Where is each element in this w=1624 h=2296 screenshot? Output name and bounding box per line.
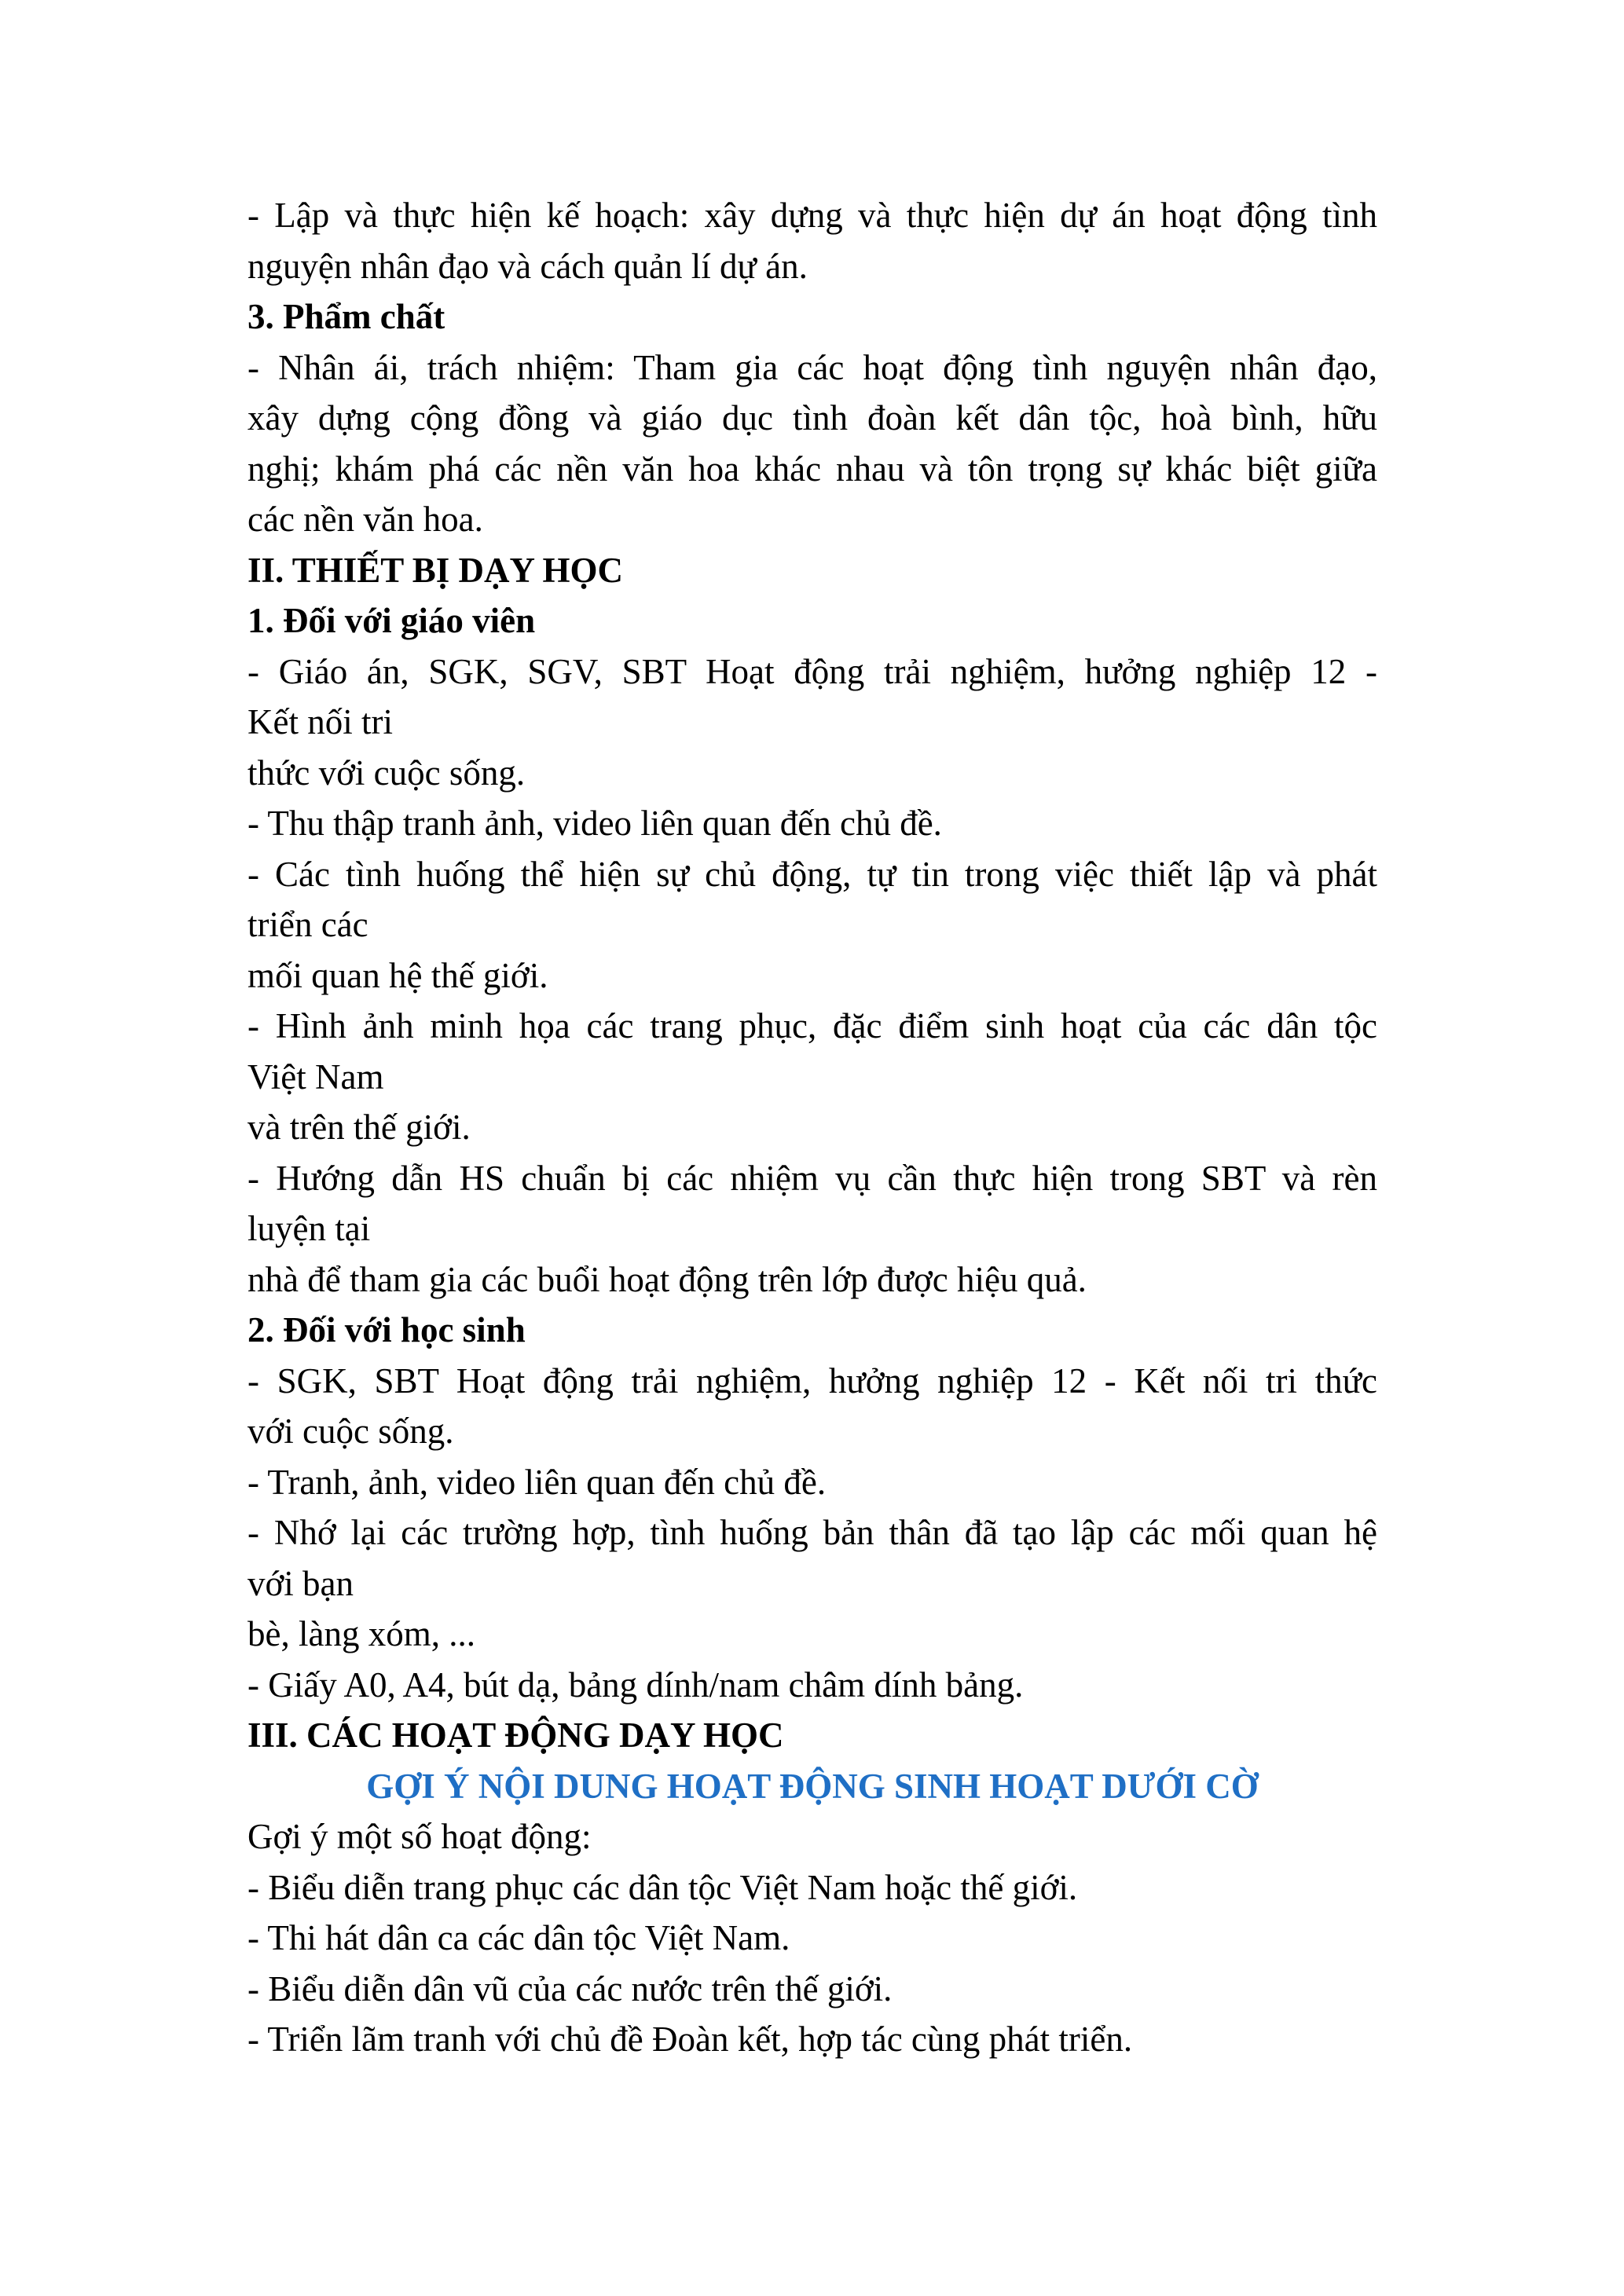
document-page xyxy=(247,190,1377,2065)
text-line-26: - Tranh, ảnh, video liên quan đến chủ đề. xyxy=(247,1462,827,1502)
text-line-29: bè, làng xóm, ... xyxy=(247,1614,475,1653)
text-line-30: - Giấy A0, A4, bút dạ, bảng dính/nam châm dính bảng. xyxy=(247,1664,1024,1705)
text-line-10: - Giáo án, SGK, SGV, SBT Hoạt động trải nghiệm, hưởng nghiệp 12 - xyxy=(247,651,1377,691)
text-line-33: Gợi ý một số hoạt động: xyxy=(247,1817,592,1856)
text-line-37: - Triển lãm tranh với chủ đề Đoàn kết, hợp tác cùng phát triển. xyxy=(247,2020,1133,2059)
text-line-16: mối quan hệ thế giới. xyxy=(247,955,548,995)
text-line-23: 2. Đối với học sinh xyxy=(247,1310,526,1349)
text-line-2: nguyện nhân đạo và cách quản lí dự án. xyxy=(247,246,808,286)
text-line-17: - Hình ảnh minh họa các trang phục, đặc điểm sinh hoạt của các dân tộc xyxy=(247,1006,1377,1045)
text-line-4: - Nhân ái, trách nhiệm: Tham gia các hoạt động tình nguyện nhân đạo, xyxy=(247,347,1377,387)
text-line-34: - Biểu diễn trang phục các dân tộc Việt Nam hoặc thế giới. xyxy=(247,1867,1078,1907)
text-line-15: triển các xyxy=(247,905,368,944)
text-line-11: Kết nối tri xyxy=(247,702,393,742)
text-line-35: - Thi hát dân ca các dân tộc Việt Nam. xyxy=(247,1918,790,1957)
text-line-20: - Hướng dẫn HS chuẩn bị các nhiệm vụ cần thực hiện trong SBT và rèn xyxy=(247,1158,1377,1198)
text-line-36: - Biểu diễn dân vũ của các nước trên thế giới. xyxy=(247,1968,893,2009)
text-line-6: nghị; khám phá các nền văn hoa khác nhau và tôn trọng sự khác biệt giữa xyxy=(247,449,1377,489)
text-line-3: 3. Phẩm chất xyxy=(247,297,445,336)
text-line-28: với bạn xyxy=(247,1563,354,1603)
text-line-24: - SGK, SBT Hoạt động trải nghiệm, hưởng nghiệp 12 - Kết nối tri thức xyxy=(247,1360,1377,1401)
text-line-32: GỢI Ý NỘI DUNG HOẠT ĐỘNG SINH HOẠT DƯỚI CỜ xyxy=(366,1766,1259,1806)
text-line-8: II. THIẾT BỊ DẠY HỌC xyxy=(247,550,624,590)
text-line-12: thức với cuộc sống. xyxy=(247,753,526,793)
text-line-19: và trên thế giới. xyxy=(247,1108,471,1147)
text-line-13: - Thu thập tranh ảnh, video liên quan đến chủ đề. xyxy=(247,804,942,843)
text-line-31: III. CÁC HOẠT ĐỘNG DẠY HỌC xyxy=(247,1716,784,1755)
text-line-14: - Các tình huống thể hiện sự chủ động, tự tin trong việc thiết lập và phát xyxy=(247,854,1377,894)
text-line-25: với cuộc sống. xyxy=(247,1412,454,1451)
text-line-9: 1. Đối với giáo viên xyxy=(247,601,536,640)
text-line-27: - Nhớ lại các trường hợp, tình huống bản thân đã tạo lập các mối quan hệ xyxy=(247,1513,1377,1552)
text-line-21: luyện tại xyxy=(247,1209,371,1248)
text-line-22: nhà để tham gia các buổi hoạt động trên lớp được hiệu quả. xyxy=(247,1259,1087,1299)
text-line-7: các nền văn hoa. xyxy=(247,500,483,539)
text-line-5: xây dựng cộng đồng và giáo dục tình đoàn kết dân tộc, hoà bình, hữu xyxy=(247,398,1377,438)
text-line-18: Việt Nam xyxy=(247,1056,384,1097)
text-line-1: - Lập và thực hiện kế hoạch: xây dựng và thực hiện dự án hoạt động tình xyxy=(247,196,1377,235)
